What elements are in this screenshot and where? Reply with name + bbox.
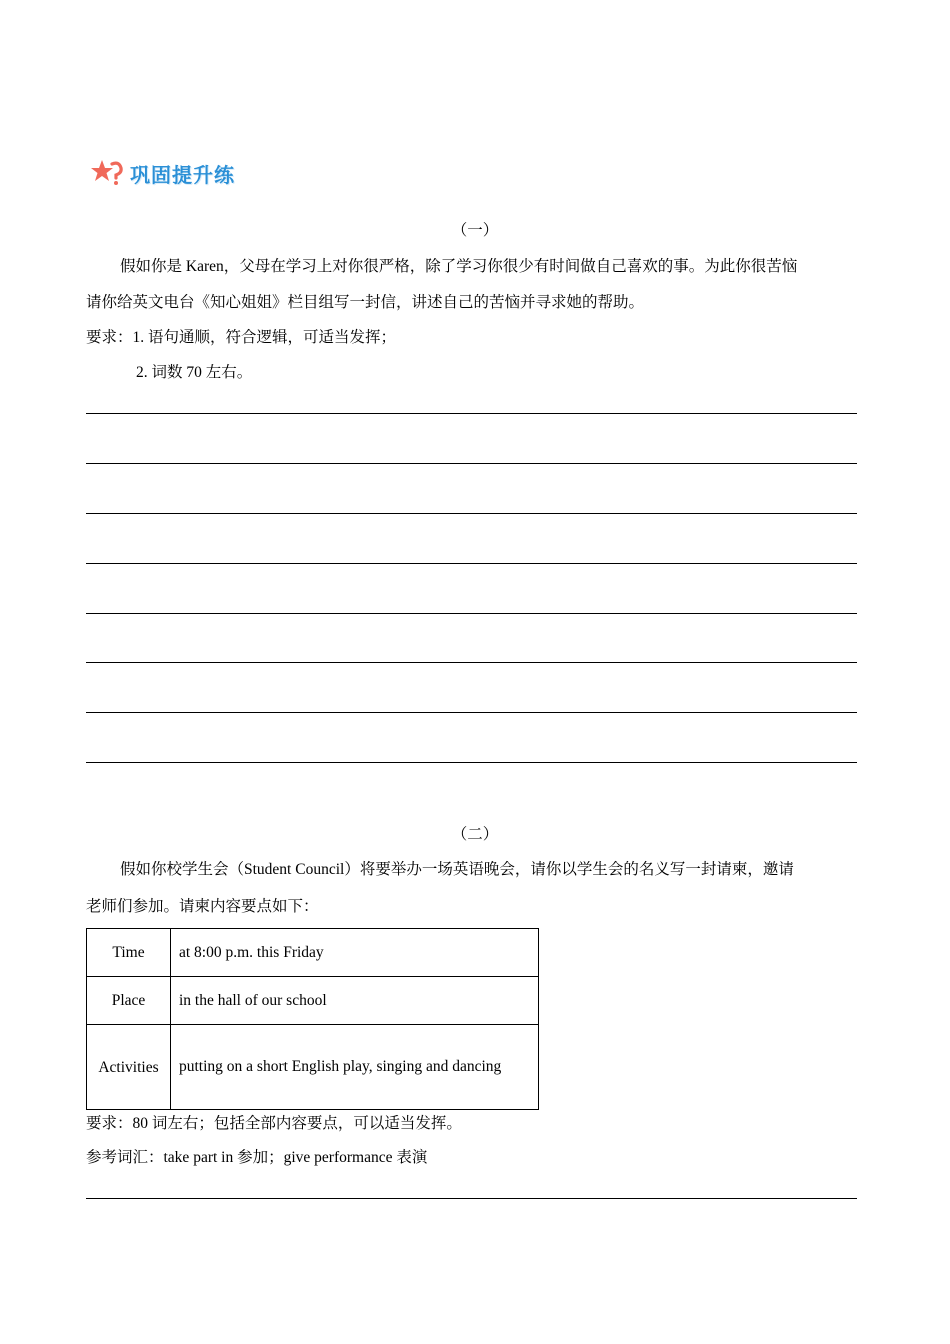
writing-line[interactable] <box>86 712 857 713</box>
table-key: Activities <box>87 1025 171 1110</box>
part2-prompt-line1: 假如你校学生会（Student Council）将要举办一场英语晚会，请你以学生会的名义写一封请柬，邀请 <box>120 861 794 878</box>
part1-heading: （一） <box>451 222 499 239</box>
table-value: putting on a short English play, singing and dancing <box>171 1025 539 1110</box>
table-row <box>87 929 539 977</box>
part2-prompt-line2: 老师们参加。请柬内容要点如下： <box>86 898 319 915</box>
part1-prompt-line1: 假如你是 Karen，父母在学习上对你很严格，除了学习你很少有时间做自己喜欢的事。为此你很苦恼 <box>120 258 798 275</box>
part1-prompt-line2: 请你给英文电台《知心姐姐》栏目组写一封信，讲述自己的苦恼并寻求她的帮助。 <box>86 294 645 311</box>
table-key: Place <box>87 977 171 1025</box>
part1-requirement-2: 2. 词数 70 左右。 <box>136 364 253 381</box>
writing-line[interactable] <box>86 413 857 414</box>
section-header <box>90 158 235 188</box>
writing-line[interactable] <box>86 513 857 514</box>
writing-line[interactable] <box>86 1198 857 1199</box>
section-title: 巩固提升练 <box>130 162 235 187</box>
writing-line[interactable] <box>86 613 857 614</box>
table-key: Time <box>87 929 171 977</box>
table-value: at 8:00 p.m. this Friday <box>171 929 539 977</box>
star-badge-icon <box>90 158 124 188</box>
part2-requirement: 要求：80 词左右；包括全部内容要点，可以适当发挥。 <box>86 1115 462 1132</box>
part2-vocabulary: 参考词汇：take part in 参加；give performance 表演 <box>86 1149 428 1166</box>
writing-line[interactable] <box>86 563 857 564</box>
part1-requirement-1: 要求：1. 语句通顺，符合逻辑，可适当发挥； <box>86 329 397 346</box>
writing-line[interactable] <box>86 662 857 663</box>
content-points-table <box>86 928 539 1110</box>
writing-line[interactable] <box>86 463 857 464</box>
table-row <box>87 977 539 1025</box>
table-row <box>87 1025 539 1110</box>
part2-heading: （二） <box>451 826 499 843</box>
table-value: in the hall of our school <box>171 977 539 1025</box>
writing-line[interactable] <box>86 762 857 763</box>
